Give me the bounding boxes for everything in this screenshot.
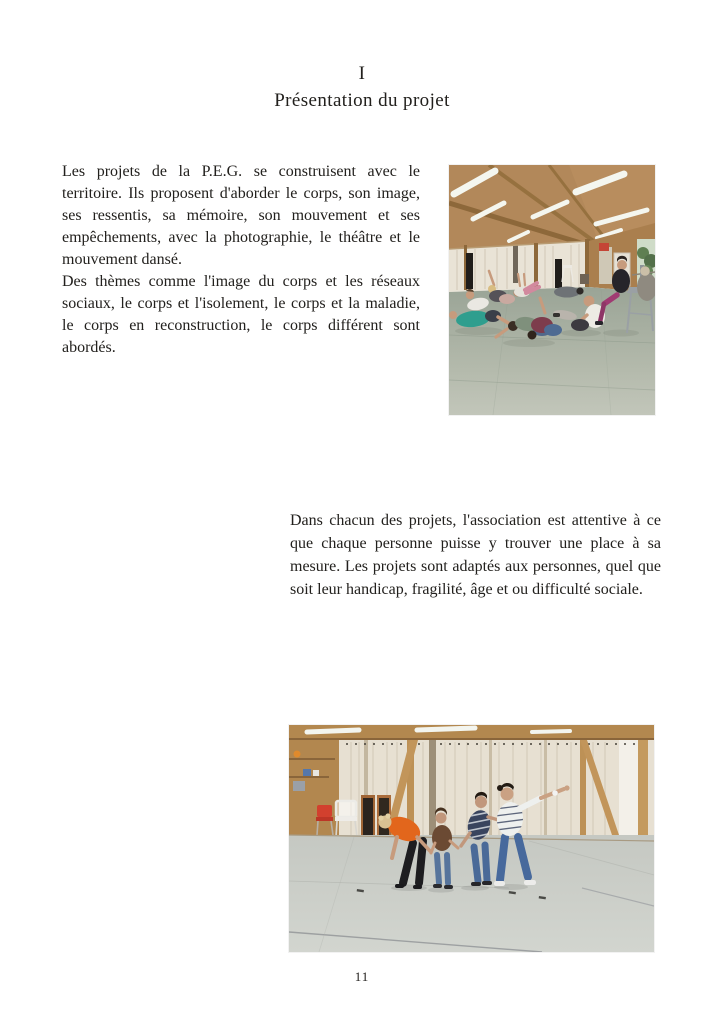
inclusion-text-block (290, 509, 661, 601)
wood-header-beam (289, 725, 654, 741)
chapter-heading (0, 60, 724, 114)
studio-warmup-photo (449, 165, 655, 415)
studio-dancers-illustration (289, 725, 654, 952)
paragraph-intro: Les projets de la P.E.G. se construisent avec le territoire. Ils proposent d'aborder le corps, son image, ses ressentis, sa mémoire, son mouvement et ses empêchements, avec la photographie, le théâtre et le mouvement dansé. (62, 163, 420, 268)
paragraph-themes: Des thèmes comme l'image du corps et les réseaux sociaux, le corps et l'isolement, le corps et la maladie, le corps en reconstruction, le corps différent sont abordés. (62, 273, 420, 356)
chapter-title: Présentation du projet (274, 90, 450, 111)
chapter-numeral: I (358, 63, 366, 84)
page-number: 11 (354, 969, 370, 984)
studio-warmup-illustration (449, 165, 655, 415)
intro-text-block (62, 161, 420, 359)
paragraph-inclusion: Dans chacun des projets, l'association est attentive à ce que chaque personne puisse y trouver une place à sa mesure. Les projets sont adaptés aux personnes, quel que soit leur handicap, fragilité, âge et ou difficulté sociale. (290, 512, 661, 598)
studio-dancers-photo (289, 725, 654, 952)
